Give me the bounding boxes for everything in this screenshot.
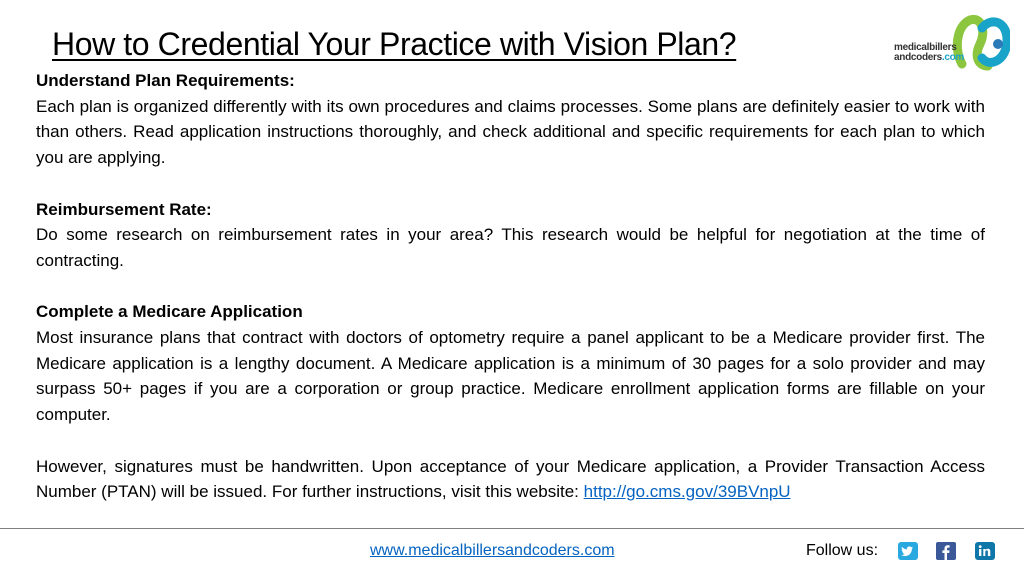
footer-divider <box>0 528 1024 529</box>
logo-line-2-suffix: .com <box>941 52 965 63</box>
main-content <box>36 68 985 505</box>
section-paragraph: Most insurance plans that contract with doctors of optometry require a panel applicant to be a Medicare provider first. The Medicare application is a lengthy document. A Medicare application is a minimum of 30 pages for a solo provider and may surpass 50+ pages if you are a corporation or group practice. Medicare enrollment application forms are fillable on your computer. <box>36 328 985 425</box>
section-spacer <box>36 428 985 454</box>
twitter-icon[interactable] <box>898 542 918 560</box>
section-heading: Reimbursement Rate: <box>36 199 212 219</box>
closing-text: However, signatures must be handwritten. Upon acceptance of your Medicare application, a Provider Transaction Access Number (PTAN) will be issued. For further instructions, visit this website: <box>36 456 985 502</box>
logo-wordmark <box>894 43 964 63</box>
facebook-icon[interactable] <box>936 542 956 560</box>
follow-us-label: Follow us: <box>806 542 879 559</box>
closing-paragraph <box>36 454 985 505</box>
section-heading: Understand Plan Requirements: <box>36 71 295 90</box>
linkedin-icon[interactable] <box>975 542 995 560</box>
section-paragraph: Do some research on reimbursement rates in your area? This research would be helpful for negotiation at the time of contracting. <box>36 225 985 270</box>
page-title: How to Credential Your Practice with Vision Plan? <box>52 26 737 62</box>
section-paragraph: Each plan is organized differently with its own procedures and claims processes. Some plans are definitely easier to work with than others. Read application instructions thoroughly, and check additional and specific requirements for each plan to which you are applying. <box>36 96 985 168</box>
logo-line-1: medicalbillers <box>894 42 957 53</box>
section-heading: Complete a Medicare Application <box>36 302 303 322</box>
cms-website-link[interactable]: http://go.cms.gov/39BVnpU <box>583 482 791 502</box>
footer-website-link[interactable]: www.medicalbillersandcoders.com <box>370 542 615 559</box>
company-logo[interactable] <box>894 14 1016 72</box>
section-spacer <box>36 274 985 300</box>
logo-line-2-main: andcoders <box>894 52 942 63</box>
section-spacer <box>36 171 985 197</box>
logo-line-2 <box>894 53 964 63</box>
